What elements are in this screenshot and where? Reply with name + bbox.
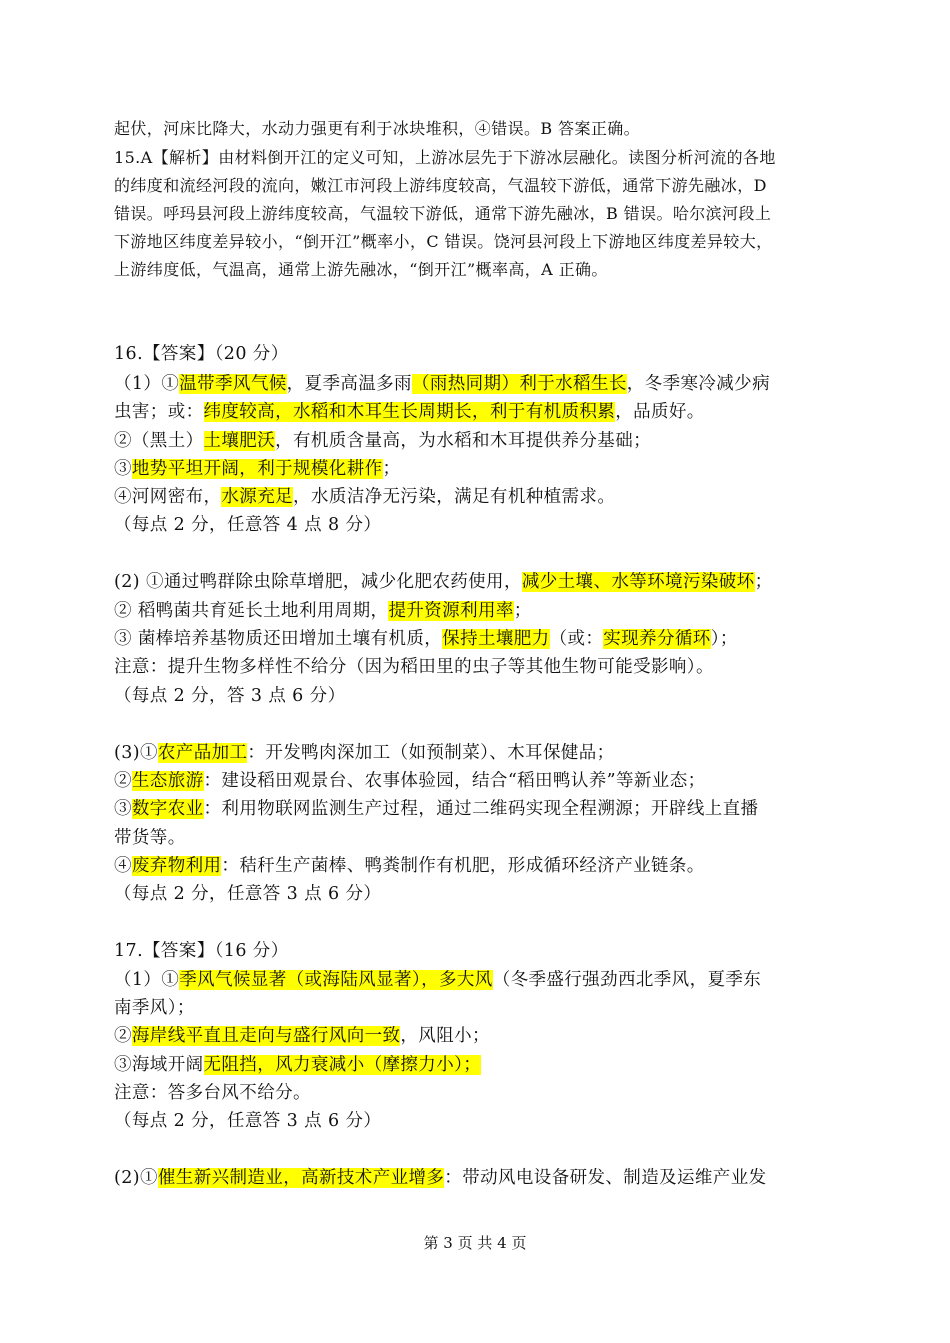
q17-line: （1）①季风气候显著（或海陆风显著），多大风（冬季盛行强劲西北季风，夏季东 [114, 970, 762, 990]
q16-line: (2) ①通过鸭群除虫除草增肥，减少化肥农药使用，减少土壤、水等环境污染破坏； [114, 572, 773, 592]
highlight: 纬度较高，水稻和木耳生长周期长，利于有机质积累 [203, 402, 616, 422]
q16-line: 注意：提升生物多样性不给分（因为稻田里的虫子等其他生物可能受影响）。 [114, 657, 714, 677]
highlight: 农产品加工 [157, 743, 248, 763]
q16-line: 虫害；或：纬度较高，水稻和木耳生长周期长，利于有机质积累，品质好。 [114, 402, 705, 422]
highlight: 废弃物利用 [131, 856, 222, 876]
q17-line: 南季风）； [114, 998, 195, 1018]
q16-heading: 16.【答案】（20 分） [114, 344, 289, 364]
highlight: 土壤肥沃 [203, 431, 276, 451]
q17-score-note: （每点 2 分，任意答 3 点 6 分） [114, 1111, 382, 1131]
highlight: 生态旅游 [131, 771, 204, 791]
q16-line: ④废弃物利用：秸秆生产菌棒、鸭粪制作有机肥，形成循环经济产业链条。 [114, 856, 705, 876]
highlight: 提升资源利用率 [388, 601, 514, 621]
highlight: 海岸线平直且走向与盛行风向一致 [131, 1026, 401, 1046]
q16-line: ③数字农业：利用物联网监测生产过程，通过二维码实现全程溯源；开辟线上直播 [114, 799, 759, 819]
text-line: 错误。呼玛县河段上游纬度较高，气温较下游低，通常下游先融冰，B 错误。哈尔滨河段上 [114, 204, 772, 223]
q16-line: 带货等。 [114, 828, 186, 848]
q16-line: （1）①温带季风气候，夏季高温多雨（雨热同期）利于水稻生长，冬季寒冷减少病 [114, 374, 770, 394]
text-line: 的纬度和流经河段的流向，嫩江市河段上游纬度较高，气温较下游低，通常下游先融冰，D [114, 176, 767, 195]
highlight: 无阻挡，风力衰减小（摩擦力小）； [203, 1055, 482, 1075]
q16-line: ②生态旅游：建设稻田观景台、农事体验园，结合“稻田鸭认养”等新业态； [114, 771, 706, 791]
highlight: 季风气候显著（或海陆风显著），多大风 [179, 970, 493, 990]
q17-line: 注意：答多台风不给分。 [114, 1083, 311, 1103]
page-footer: 第 3 页 共 4 页 [423, 1234, 527, 1252]
text-line: 起伏，河床比降大，水动力强更有利于冰块堆积，④错误。B 答案正确。 [114, 119, 641, 138]
q17-line: ②海岸线平直且走向与盛行风向一致，风阻小； [114, 1026, 490, 1046]
highlight: （雨热同期）利于水稻生长 [411, 374, 627, 394]
text-line: 15.A【解析】由材料倒开江的定义可知，上游冰层先于下游冰层融化。读图分析河流的各地 [114, 148, 776, 167]
q16-line: ③ 菌棒培养基物质还田增加土壤有机质，保持土壤肥力（或：实现养分循环）； [114, 629, 738, 649]
q17-line: (2)①催生新兴制造业，高新技术产业增多：带动风电设备研发、制造及运维产业发 [114, 1168, 767, 1188]
highlight: 催生新兴制造业，高新技术产业增多 [157, 1168, 445, 1188]
q16-score-note: （每点 2 分，任意答 3 点 6 分） [114, 884, 382, 904]
highlight: 水源充足 [221, 487, 294, 507]
q16-line: ② 稻鸭菌共育延长土地利用周期，提升资源利用率； [114, 601, 532, 621]
highlight: 保持土壤肥力 [442, 629, 550, 649]
text-line: 上游纬度低，气温高，通常上游先融冰，“倒开江”概率高，A 正确。 [114, 260, 608, 279]
highlight: 实现养分循环 [603, 629, 711, 649]
q17-heading: 17.【答案】（16 分） [114, 941, 289, 961]
q16-line: ②（黑土）土壤肥沃，有机质含量高，为水稻和木耳提供养分基础； [114, 431, 652, 451]
q16-line: (3)①农产品加工：开发鸭肉深加工（如预制菜）、木耳保健品； [114, 743, 615, 763]
q16-line: ④河网密布，水源充足，水质洁净无污染，满足有机种植需求。 [114, 487, 616, 507]
q16-score-note: （每点 2 分，任意答 4 点 8 分） [114, 515, 382, 535]
q17-line: ③海域开阔无阻挡，风力衰减小（摩擦力小）； [114, 1055, 482, 1075]
q16-line: ③地势平坦开阔，利于规模化耕作； [114, 459, 401, 479]
highlight: 地势平坦开阔，利于规模化耕作 [131, 459, 383, 479]
highlight: 数字农业 [131, 799, 204, 819]
text-line: 下游地区纬度差异较小，“倒开江”概率小，C 错误。饶河县河段上下游地区纬度差异较大， [114, 232, 773, 251]
highlight: 温带季风气候 [179, 374, 287, 394]
highlight: 减少土壤、水等环境污染破坏 [521, 572, 755, 592]
q16-score-note: （每点 2 分，答 3 点 6 分） [114, 686, 346, 706]
